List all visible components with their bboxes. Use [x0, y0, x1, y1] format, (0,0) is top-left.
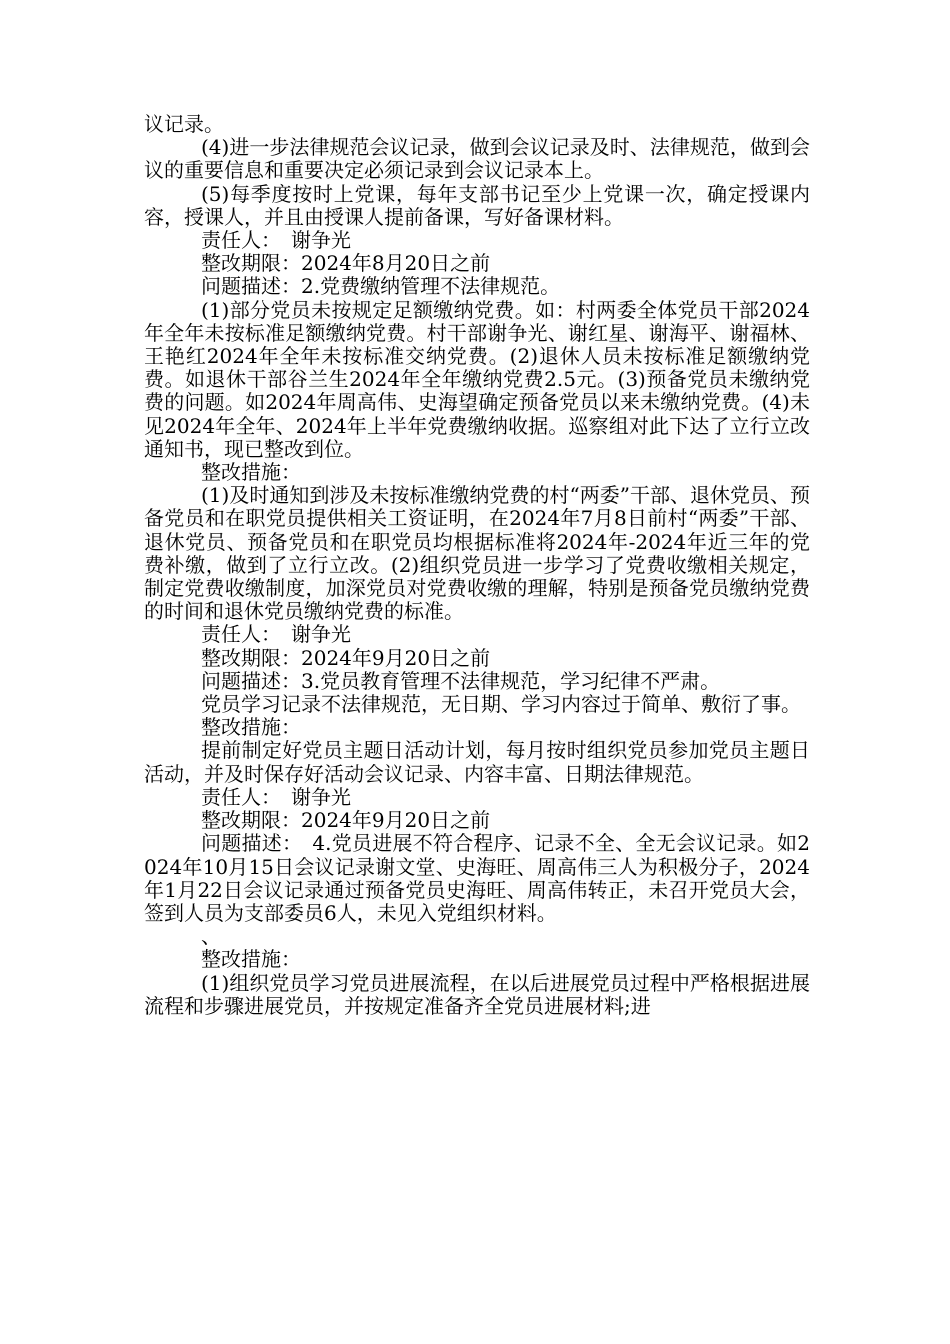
paragraph: 议记录。	[144, 112, 224, 136]
paragraph: 党员学习记录不法律规范，无日期、学习内容过于简单、敷衍了事。	[201, 692, 801, 717]
paragraph: (1)部分党员未按规定足额缴纳党费。如：村两委全体党员干部2024年全年未按标准足额缴纳党费。村干部谢争光、谢红星、谢海平、谢福林、王艳红2024年全年未按标准交纳党费。(2)退休人员未按标准足额缴纳党费。如退休干部谷兰生2024年全年缴纳党费2.5元。(3)预备党员未缴纳党费的问题。如2024年周高伟、史海望确定预备党员以来未缴纳党费。(4)未见2024年全年、2024年上半年党费缴纳收据。巡察组对此下达了立行立改通知书，现已整改到位。	[144, 297, 810, 461]
paragraph: (4)进一步法律规范会议记录，做到会议记录及时、法律规范，做到会议的重要信息和重要决定必须记录到会议记录本上。	[144, 135, 810, 183]
stray-mark: 、	[201, 924, 221, 949]
measures-heading: 整改措施：	[201, 460, 301, 485]
measures-heading: 整改措施：	[201, 947, 301, 972]
responsible-person: 责任人： 谢争光	[201, 622, 351, 647]
paragraph: 提前制定好党员主题日活动计划，每月按时组织党员参加党员主题日活动，并及时保存好活动会议记录、内容丰富、日期法律规范。	[144, 738, 810, 786]
measures-heading: 整改措施：	[201, 715, 301, 740]
problem-description: 问题描述： 4.党员进展不符合程序、记录不全、全无会议记录。如2024年10月15日会议记录谢文堂、史海旺、周高伟三人为积极分子，2024年1月22日会议记录通过预备党员史海旺、周高伟转正，未召开党员大会，签到人员为支部委员6人，未见入党组织材料。	[144, 831, 810, 925]
document-page	[144, 113, 810, 1018]
paragraph: (5)每季度按时上党课，每年支部书记至少上党课一次，确定授课内容，授课人，并且由授课人提前备课，写好备课材料。	[144, 181, 810, 229]
paragraph: (1)及时通知到涉及未按标准缴纳党费的村“两委”干部、退休党员、预备党员和在职党员提供相关工资证明，在2024年7月8日前村“两委”干部、退休党员、预备党员和在职党员均根据标准将2024年-2024年近三年的党费补缴，做到了立行立改。(2)组织党员进一步学习了党费收缴相关规定，制定党费收缴制度，加深党员对党费收缴的理解，特别是预备党员缴纳党费的时间和退休党员缴纳党费的标准。	[144, 483, 810, 624]
problem-description: 问题描述：2.党费缴纳管理不法律规范。	[201, 274, 561, 299]
responsible-person: 责任人： 谢争光	[201, 228, 351, 253]
responsible-person: 责任人： 谢争光	[201, 784, 351, 809]
deadline: 整改期限：2024年8月20日之前	[201, 251, 491, 276]
paragraph: (1)组织党员学习党员进展流程，在以后进展党员过程中严格根据进展流程和步骤进展党员，并按规定准备齐全党员进展材料;进	[144, 970, 810, 1018]
deadline: 整改期限：2024年9月20日之前	[201, 645, 491, 670]
problem-description: 问题描述：3.党员教育管理不法律规范，学习纪律不严肃。	[201, 668, 721, 693]
deadline: 整改期限：2024年9月20日之前	[201, 808, 491, 833]
